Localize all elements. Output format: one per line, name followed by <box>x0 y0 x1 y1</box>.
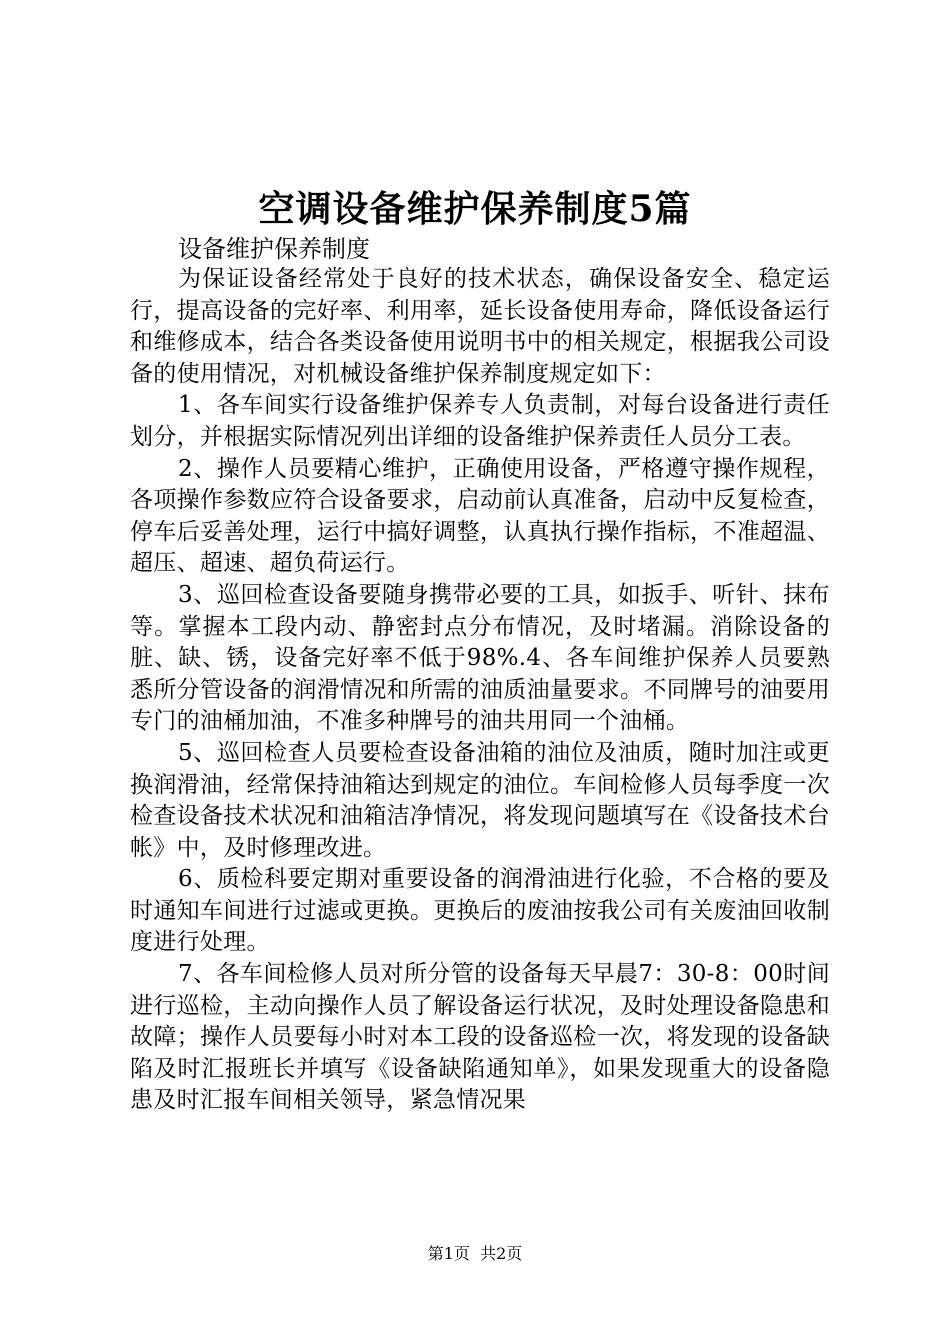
document-title: 空调设备维护保养制度5篇 <box>258 188 692 230</box>
page-number-label: 第1页 共2页 <box>427 1244 523 1263</box>
document-subtitle: 设备维护保养制度 <box>178 235 370 263</box>
document-body <box>130 264 830 1117</box>
paragraph-item-2: 2、操作人员要精心维护，正确使用设备，严格遵守操作规程，各项操作参数应符合设备要求，启动前认真准备，启动中反复检查，停车后妥善处理，运行中搞好调整，认真执行操作指标，不准超温、超压、超速、超负荷运行。 <box>130 455 830 577</box>
page-footer <box>0 1243 950 1265</box>
paragraph-intro: 为保证设备经常处于良好的技术状态，确保设备安全、稳定运行，提高设备的完好率、利用率，延长设备使用寿命，降低设备运行和维修成本，结合各类设备使用说明书中的相关规定，根据我公司设备的使用情况，对机械设备维护保养制度规定如下： <box>130 266 830 387</box>
paragraph-item-3-4: 3、巡回检查设备要随身携带必要的工具，如扳手、听针、抹布等。掌握本工段内动、静密封点分布情况，及时堵漏。消除设备的脏、缺、锈，设备完好率不低于98%.4、各车间维护保养人员要熟悉所分管设备的润滑情况和所需的油质油量要求。不同牌号的油要用专门的油桶加油，不准多种牌号的油共用同一个油桶。 <box>130 581 830 735</box>
paragraph-item-5: 5、巡回检查人员要检查设备油箱的油位及油质，随时加注或更换润滑油，经常保持油箱达到规定的油位。车间检修人员每季度一次检查设备技术状况和油箱洁净情况，将发现问题填写在《设备技术台帐》中，及时修理改进。 <box>130 739 830 861</box>
paragraph-item-7: 7、各车间检修人员对所分管的设备每天早晨7：30-8：00时间进行巡检，主动向操作人员了解设备运行状况，及时处理设备隐患和故障；操作人员要每小时对本工段的设备巡检一次，将发现的设备缺陷及时汇报班长并填写《设备缺陷通知单》，如果发现重大的设备隐患及时汇报车间相关领导，紧急情况果 <box>130 961 830 1114</box>
paragraph-item-6: 6、质检科要定期对重要设备的润滑油进行化验，不合格的要及时通知车间进行过滤或更换。更换后的废油按我公司有关废油回收制度进行处理。 <box>130 866 830 956</box>
paragraph-item-1: 1、各车间实行设备维护保养专人负责制，对每台设备进行责任划分，并根据实际情况列出详细的设备维护保养责任人员分工表。 <box>130 392 830 450</box>
